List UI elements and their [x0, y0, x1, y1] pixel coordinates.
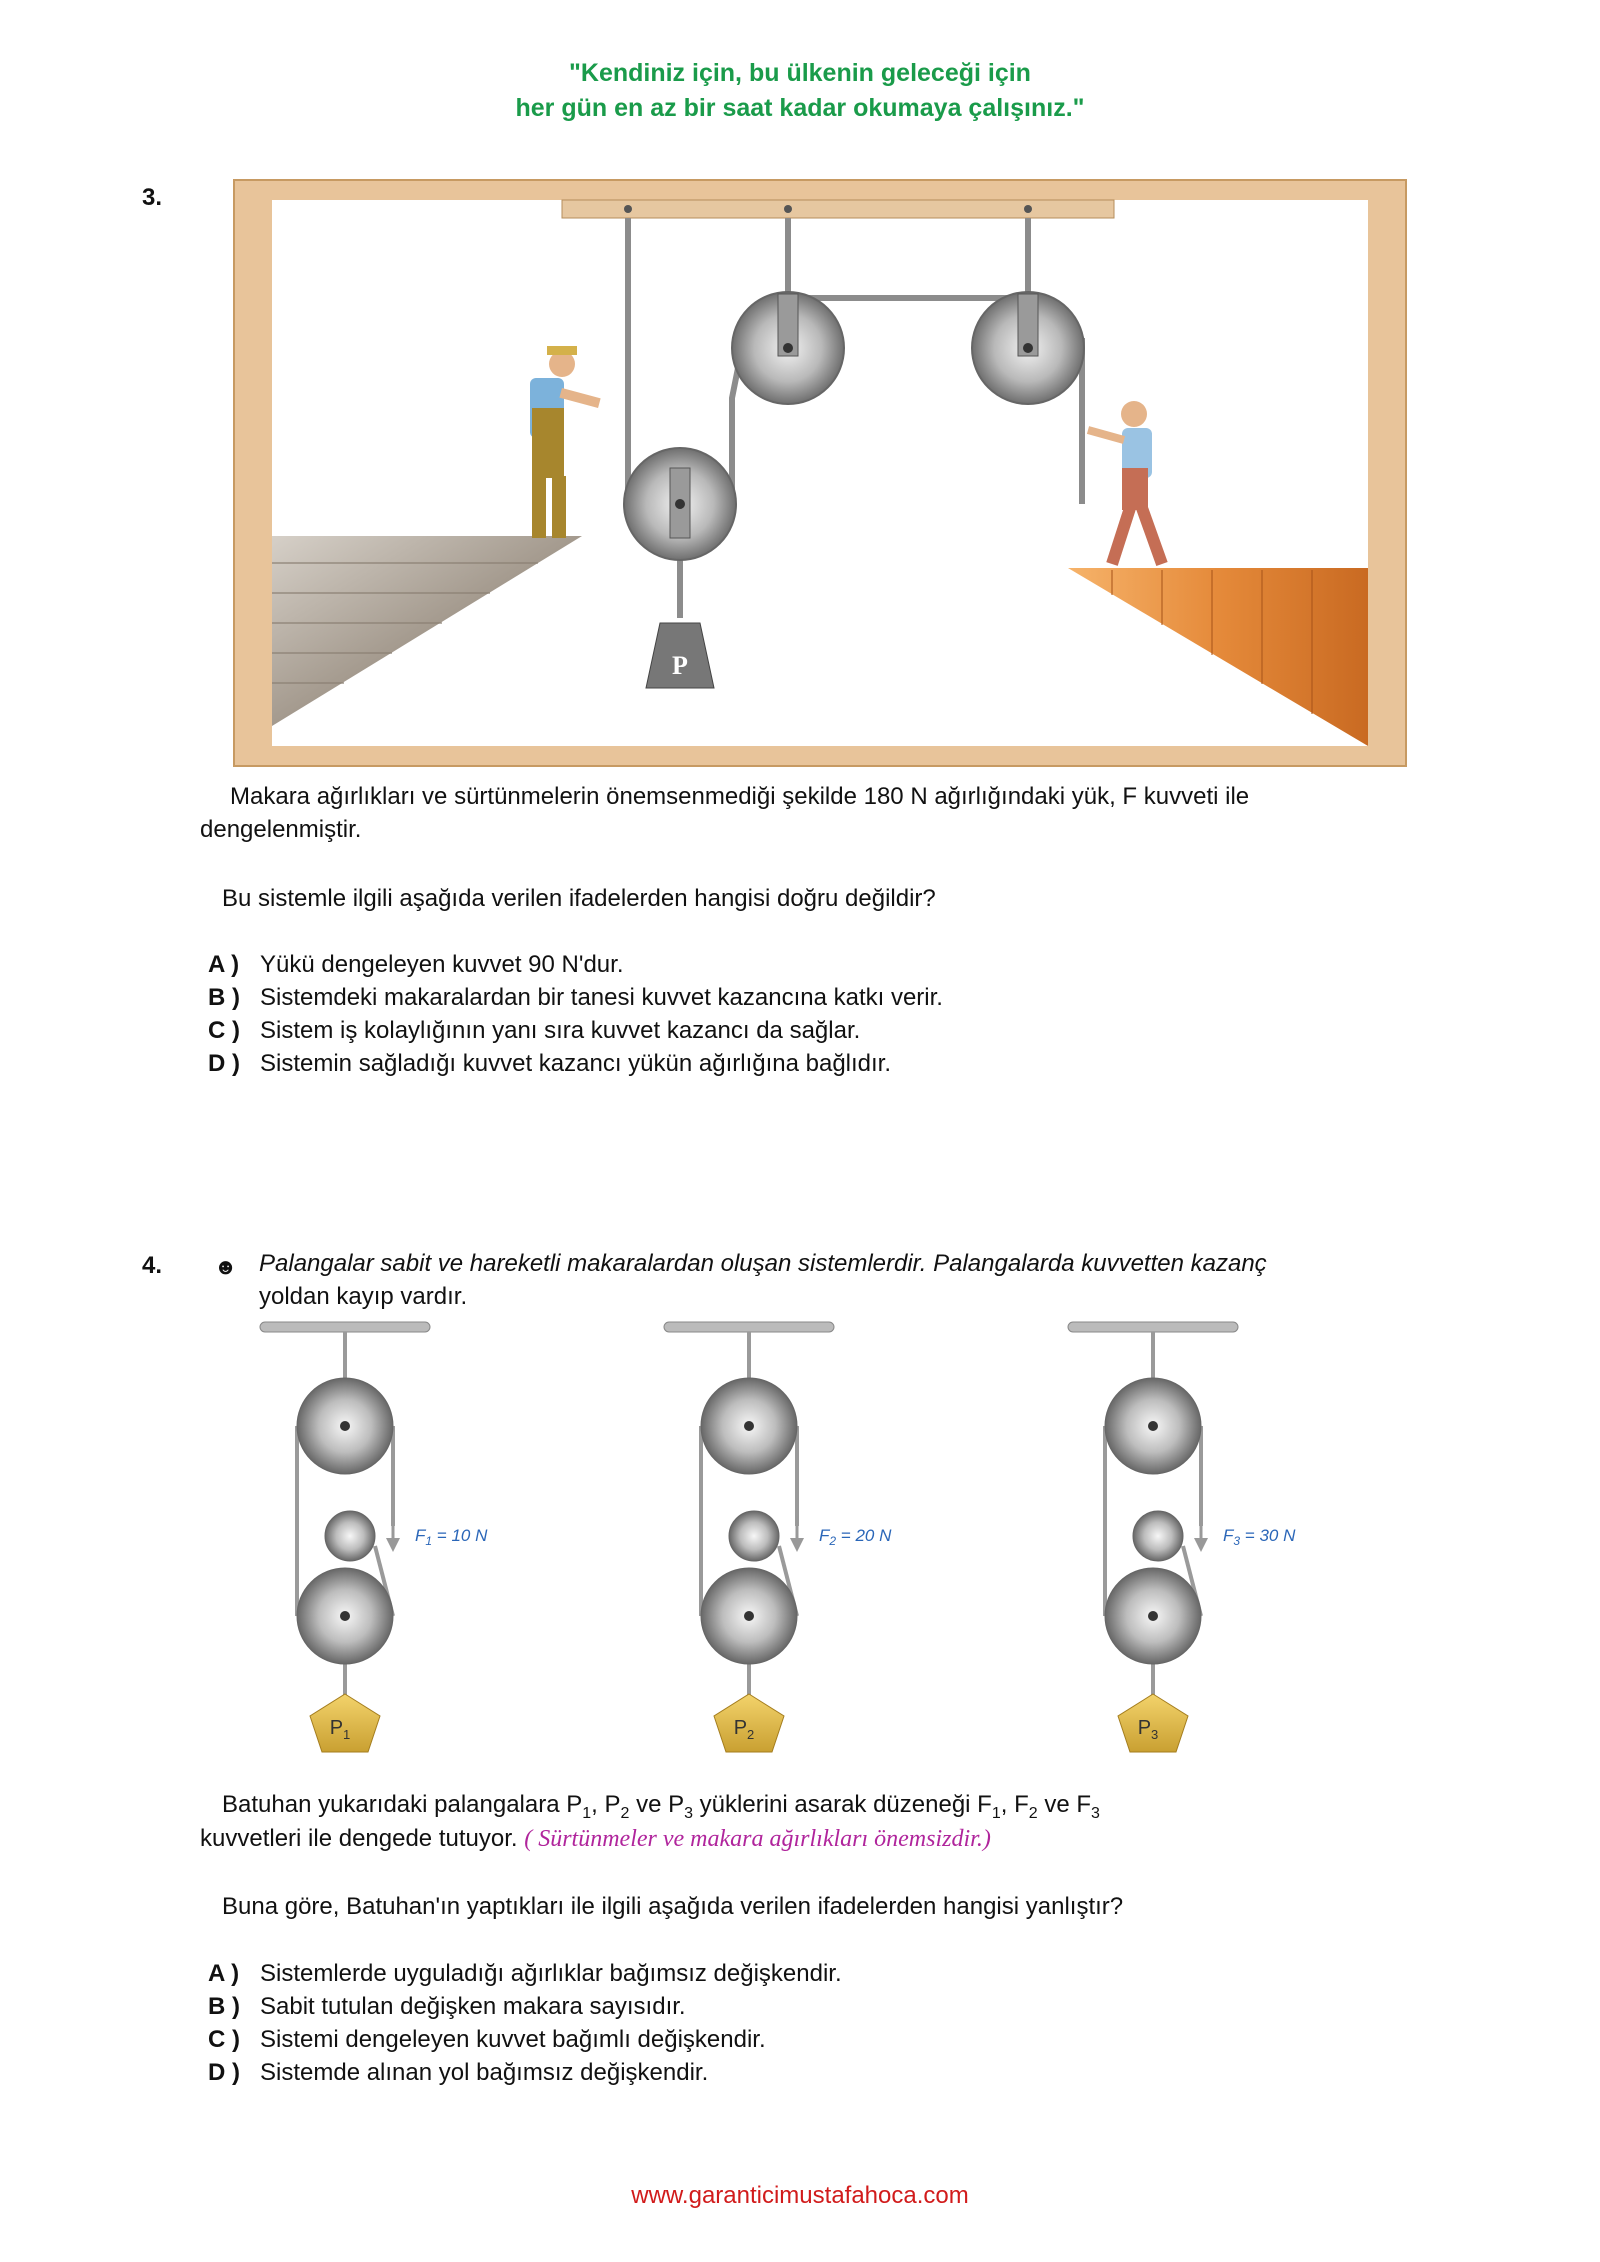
q3-option-c[interactable]: C ) Sistem iş kolaylığının yanı sıra kuvvet kazancı da sağlar. — [208, 1017, 861, 1044]
fixed-pulley-left — [732, 292, 844, 404]
question-3-number: 3. — [142, 184, 163, 211]
load-label-3: $P_3$ — [1137, 1717, 1159, 1742]
question-4-number: 4. — [142, 1252, 163, 1279]
pulley-system-3 — [1068, 1322, 1238, 1752]
q3-option-b[interactable]: B ) Sistemdeki makaralardan bir tanesi kuvvet kazancına katkı verir. — [208, 984, 943, 1011]
footer-website-link[interactable]: www.garanticimustafahoca.com — [631, 2182, 969, 2209]
q4-option-b[interactable]: B ) Sabit tutulan değişken makara sayısıdır. — [208, 1993, 686, 2020]
question-3-figure — [232, 178, 1408, 768]
q4-intro-line-1: Palangalar sabit ve hareketli makaralardan oluşan sistemlerdir. Palangalarda kuvvetten kazanç — [259, 1250, 1267, 1277]
movable-pulley — [624, 448, 736, 560]
weight-label: P — [672, 651, 688, 680]
pulley-system-1 — [260, 1322, 430, 1752]
q3-text-line-2: dengelenmiştir. — [200, 816, 362, 843]
q4-option-d[interactable]: D ) Sistemde alınan yol bağımsız değişkendir. — [208, 2059, 709, 2086]
pulley-systems-figure — [240, 1316, 1360, 1766]
q4-note: ( Sürtünmeler ve makara ağırlıkları önemsizdir.) — [524, 1826, 991, 1852]
fixed-pulley-right — [972, 292, 1084, 404]
force-label-3: $F_3 = 30$ N — [1223, 1526, 1296, 1548]
q4-question: Buna göre, Batuhan'ın yaptıkları ile ilgili aşağıda verilen ifadelerden hangisi yanlıştır? — [222, 1893, 1124, 1920]
smiley-bullet-icon: ☻ — [214, 1254, 238, 1279]
q3-option-a[interactable]: A ) Yükü dengeleyen kuvvet 90 N'dur. — [208, 951, 624, 978]
q4-text-line-2: kuvvetleri ile dengede tutuyor. ( Sürtünmeler ve makara ağırlıkları önemsizdir.) — [200, 1825, 991, 1852]
load-label-2: $P_2$ — [733, 1717, 755, 1742]
q4-intro-line-2: yoldan kayıp vardır. — [259, 1283, 468, 1310]
force-label-1: $F_1 = 10$ N — [415, 1526, 488, 1548]
q3-option-d[interactable]: D ) Sistemin sağladığı kuvvet kazancı yükün ağırlığına bağlıdır. — [208, 1050, 892, 1077]
q3-question: Bu sistemle ilgili aşağıda verilen ifadelerden hangisi doğru değildir? — [222, 885, 936, 912]
force-label-2: $F_2 = 20$ N — [819, 1526, 892, 1548]
load-label-1: $P_1$ — [329, 1717, 351, 1742]
motto-line-1: "Kendiniz için, bu ülkenin geleceği için — [569, 59, 1031, 87]
pulley-system-2 — [664, 1322, 834, 1752]
q4-option-c[interactable]: C ) Sistemi dengeleyen kuvvet bağımlı değişkendir. — [208, 2026, 766, 2053]
motto-line-2: her gün en az bir saat kadar okumaya çalışınız." — [515, 94, 1085, 122]
q4-text-line-1: Batuhan yukarıdaki palangalara $P_1$, $P_2$ ve $P_3$ yüklerini asarak düzeneği $F_1$, $F_2$ ve $F_3$ — [222, 1791, 1100, 1822]
q4-option-a[interactable]: A ) Sistemlerde uyguladığı ağırlıklar bağımsız değişkendir. — [208, 1960, 842, 1987]
q3-text-line-1: Makara ağırlıkları ve sürtünmelerin önemsenmediği şekilde 180 N ağırlığındaki yük, F kuvveti ile — [230, 783, 1250, 810]
